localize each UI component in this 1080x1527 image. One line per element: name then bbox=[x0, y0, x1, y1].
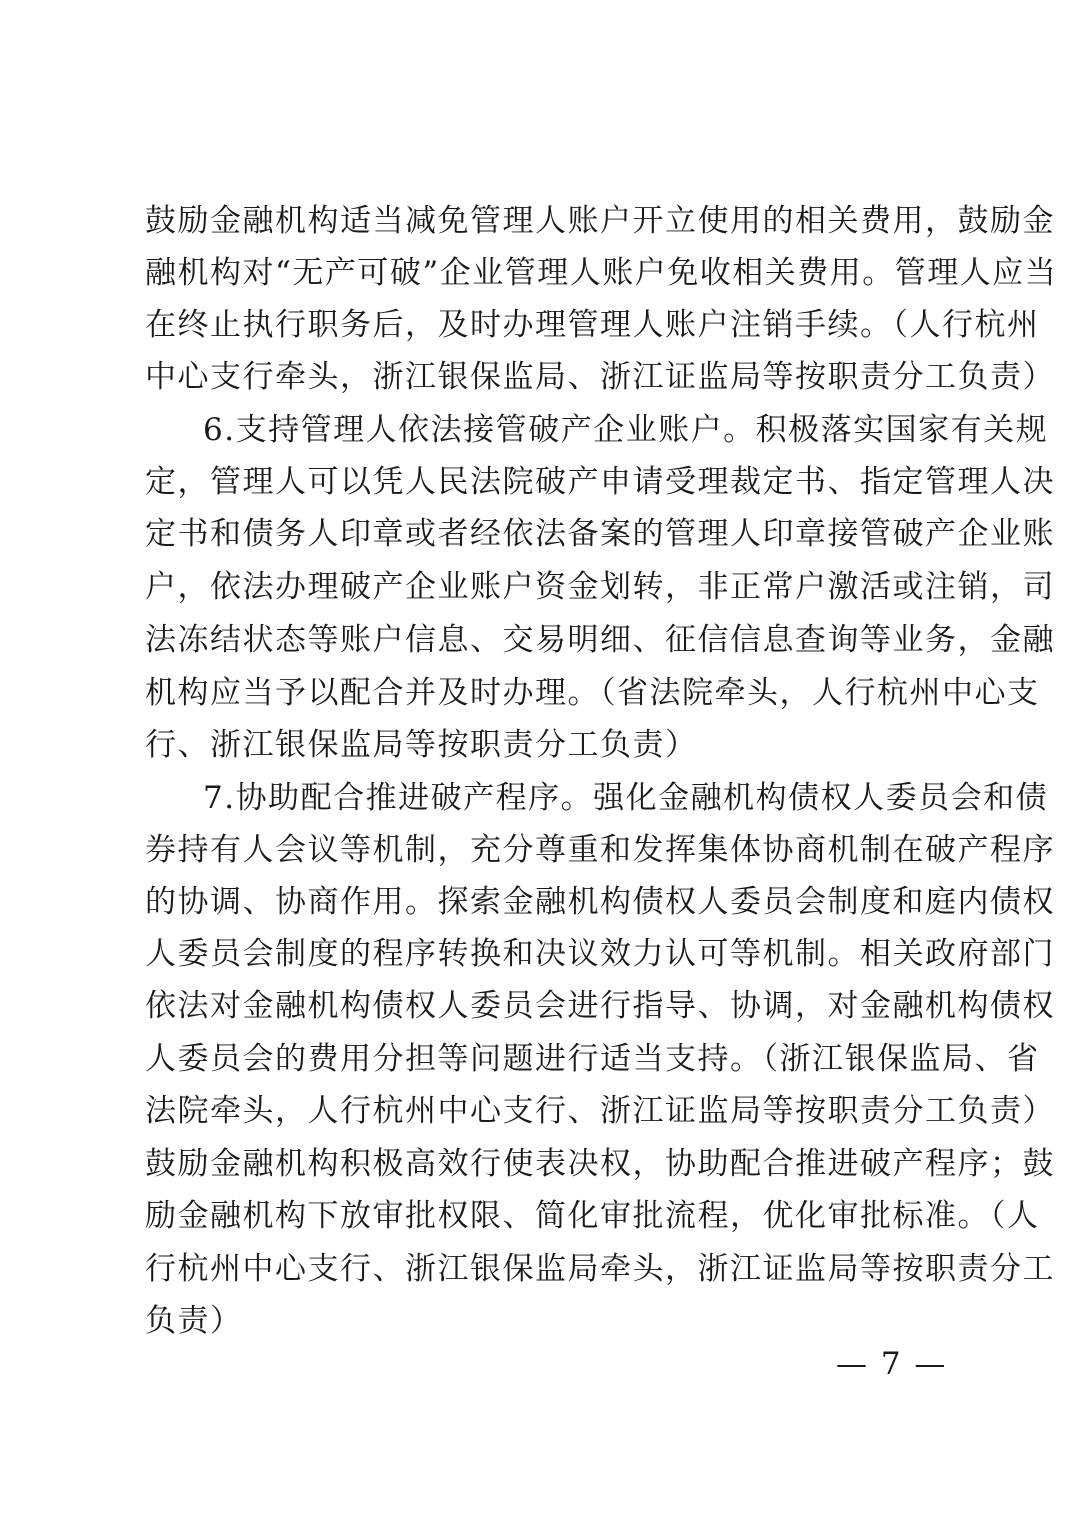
body-text-line: 负责） bbox=[145, 1303, 243, 1339]
body-text-line: 户，依法办理破产企业账户资金划转，非正常户激活或注销，司 bbox=[145, 569, 1055, 605]
body-text-line: 人委员会的费用分担等问题进行适当支持。（浙江银保监局、省 bbox=[145, 1041, 1040, 1077]
body-text-line: 定书和债务人印章或者经依法备案的管理人印章接管破产企业账 bbox=[145, 516, 1055, 552]
body-text-line: 的协调、协商作用。探索金融机构债权人委员会制度和庭内债权 bbox=[145, 884, 1055, 920]
body-text-line: 机构应当予以配合并及时办理。（省法院牵头，人行杭州中心支 bbox=[145, 675, 1040, 711]
body-text-line: 定，管理人可以凭人民法院破产申请受理裁定书、指定管理人决 bbox=[145, 464, 1055, 500]
page-number: — 7 — bbox=[836, 1346, 948, 1382]
paragraph-7-heading-line: 7.协助配合推进破产程序。强化金融机构债权人委员会和债 bbox=[203, 780, 1049, 816]
body-text-line: 鼓励金融机构积极高效行使表决权，协助配合推进破产程序；鼓 bbox=[145, 1146, 1055, 1182]
body-text-line: 法院牵头，人行杭州中心支行、浙江证监局等按职责分工负责） bbox=[145, 1093, 1055, 1129]
body-text-line: 鼓励金融机构适当减免管理人账户开立使用的相关费用，鼓励金 bbox=[145, 203, 1055, 239]
body-text-line: 人委员会制度的程序转换和决议效力认可等机制。相关政府部门 bbox=[145, 936, 1055, 972]
body-text-line: 在终止执行职务后，及时办理管理人账户注销手续。（人行杭州 bbox=[145, 307, 1040, 343]
body-text-line: 券持有人会议等机制，充分尊重和发挥集体协商机制在破产程序 bbox=[145, 832, 1055, 868]
body-text-line: 行杭州中心支行、浙江银保监局牵头，浙江证监局等按职责分工 bbox=[145, 1251, 1055, 1287]
body-text-line: 法冻结状态等账户信息、交易明细、征信信息查询等业务，金融 bbox=[145, 622, 1055, 658]
body-text-line: 中心支行牵头，浙江银保监局、浙江证监局等按职责分工负责） bbox=[145, 359, 1055, 395]
body-text-line: 融机构对“无产可破”企业管理人账户免收相关费用。管理人应当 bbox=[145, 255, 1058, 291]
paragraph-6-heading-line: 6.支持管理人依法接管破产企业账户。积极落实国家有关规 bbox=[203, 412, 1049, 448]
body-text-line: 励金融机构下放审批权限、简化审批流程，优化审批标准。（人 bbox=[145, 1198, 1040, 1234]
body-text-line: 依法对金融机构债权人委员会进行指导、协调，对金融机构债权 bbox=[145, 988, 1055, 1024]
body-text-line: 行、浙江银保监局等按职责分工负责） bbox=[145, 727, 698, 763]
